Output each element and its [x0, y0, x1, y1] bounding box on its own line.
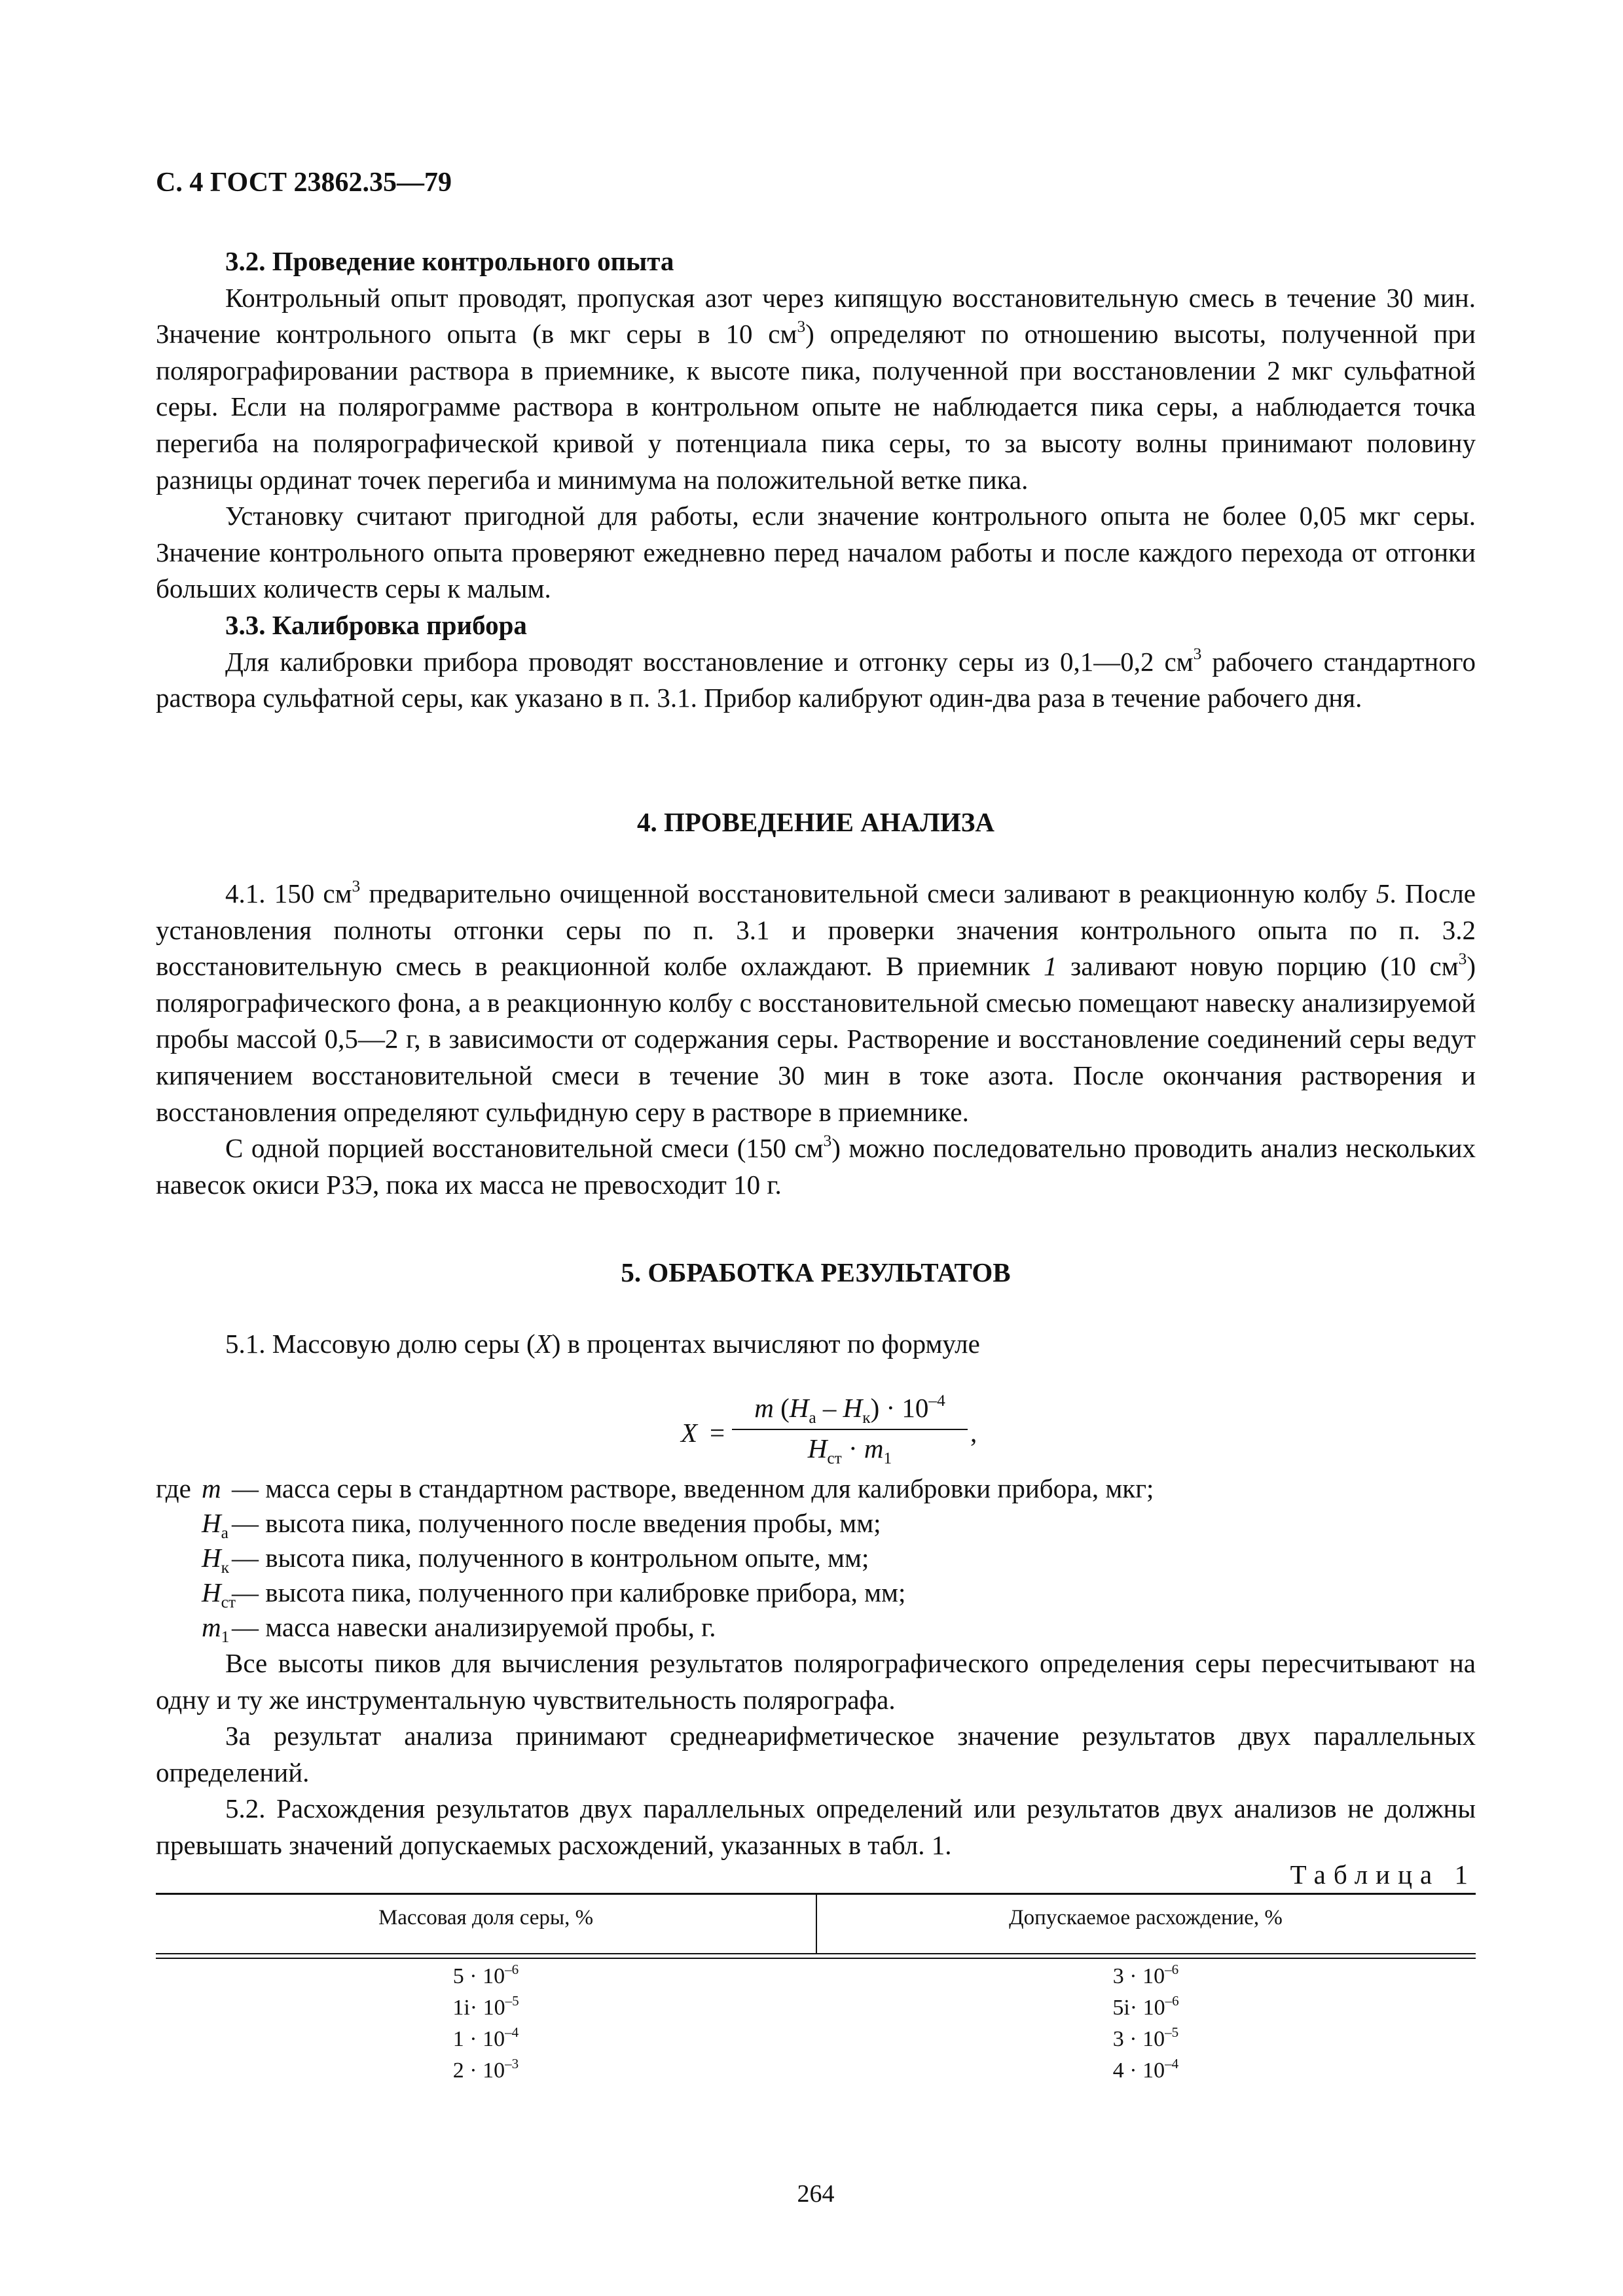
table-header-col2: Допускаемое расхождение, %	[1009, 1906, 1283, 1929]
formula-H: H	[789, 1393, 809, 1423]
mantissa: 5i· 10	[1112, 1996, 1165, 2020]
text-run: Для калибровки прибора проводят восстановление и отгонку серы из 0,1—0,2 см	[225, 646, 1194, 677]
formula-numerator	[732, 1391, 968, 1427]
formula-sub-st: ст	[827, 1449, 842, 1468]
mantissa: 4 · 10	[1112, 2058, 1165, 2083]
mantissa: 2 · 10	[452, 2058, 505, 2083]
formula-lhs: X	[681, 1418, 698, 1448]
formula-H: H	[843, 1393, 863, 1423]
table-caption: Таблица 1	[1290, 1859, 1476, 1890]
text-run: 4.1. 150 см	[225, 878, 352, 908]
formula-dot: ·	[841, 1433, 864, 1463]
where-text: — высота пика, полученного при калибровке прибора, мм;	[232, 1577, 906, 1607]
page-number: 264	[797, 2180, 835, 2208]
text-run: Контрольный опыт проводят, пропуская азот через кипящую восстановительную смесь в течение 30 мин. Значение контрольного опыта (в мкг серы в 10 см	[156, 282, 1476, 350]
text-run: рабочего стандартного раствора сульфатной серы, как указано в п. 3.1. Прибор калибруют один-два раза в течение рабочего дня.	[156, 646, 1476, 713]
text-run: С одной порцией восстановительной смеси (150 см	[225, 1133, 824, 1164]
superscript: 3	[823, 1131, 832, 1150]
mantissa: 3 · 10	[1112, 1964, 1165, 1988]
table-cell	[816, 2024, 1476, 2055]
table-col1-values	[156, 1961, 816, 2087]
formula-m: m	[754, 1393, 774, 1423]
where-list	[156, 1471, 1476, 1645]
exponent: –4	[505, 2024, 519, 2040]
where-lead: где	[156, 1473, 191, 1503]
where-text: — высота пика, полученного после введения пробы, мм;	[232, 1508, 881, 1538]
where-symbol-wrap	[202, 1541, 229, 1575]
formula-den-H: H	[807, 1433, 828, 1463]
superscript: 3	[1458, 950, 1467, 968]
formula-minus: –	[816, 1393, 843, 1423]
where-row	[156, 1541, 1476, 1575]
section-5-block	[156, 1645, 1476, 1864]
formula-den-m: m	[864, 1433, 884, 1463]
where-symbol: m	[202, 1612, 221, 1642]
section-5-1-intro	[156, 1326, 1476, 1363]
section-3-2-title: 3.2. Проведение контрольного опыта	[225, 246, 674, 276]
mantissa: 1 · 10	[452, 2027, 505, 2051]
exponent: –6	[1165, 1992, 1179, 2009]
variable-x: X	[535, 1329, 552, 1359]
section-5-1-paragraph-3: За результат анализа принимают среднеарифметическое значение результатов двух параллельных определений.	[156, 1721, 1476, 1787]
exponent: –4	[1165, 2055, 1179, 2072]
text-run: ) можно последовательно проводить анализ нескольких навесок окиси РЗЭ, пока их масса не превосходит 10 г.	[156, 1133, 1476, 1200]
text-run: 5.1. Массовую долю серы (	[225, 1329, 536, 1359]
formula-sub-k: к	[862, 1408, 871, 1427]
where-row	[156, 1471, 1476, 1506]
section-5-1-paragraph-2: Все высоты пиков для вычисления результатов полярографического определения серы пересчитывают на одну и ту же инструментальную чувствительность полярографа.	[156, 1648, 1476, 1715]
text-run: ) определяют по отношению высоты, полученной при полярографировании раствора в приемнике, к высоте пика, полученной при восстановлении 2 мкг сульфатной серы. Если на полярограмме раствора в контрольном опыте не наблюдается пика серы, а наблюдается точка перегиба на полярографической кривой у потенциала пика серы, то за высоту волны принимают половину разницы ординат точек перегиба и минимума на положительной ветке пика.	[156, 319, 1476, 495]
section-3-3-title: 3.3. Калибровка прибора	[225, 609, 527, 640]
exponent: –6	[1165, 1961, 1179, 1977]
receiver-number: 1	[1044, 951, 1057, 982]
where-text: — масса навески анализируемой пробы, г.	[232, 1612, 716, 1642]
where-text: — масса серы в стандартном растворе, введенном для калибровки прибора, мкг;	[232, 1473, 1154, 1503]
formula-equals: =	[710, 1418, 725, 1448]
text-run: . После установления полноты отгонки серы по п. 3.1 и проверки значения контрольного опыта по п. 3.2 восстановительную смесь в реакционной колбе охлаждают. В приемник	[156, 878, 1476, 982]
formula-sub-1: 1	[883, 1449, 892, 1468]
section-4-1-paragraph-2	[156, 1130, 1476, 1203]
fraction-bar	[732, 1429, 968, 1430]
section-5-title: 5. ОБРАБОТКА РЕЗУЛЬТАТОВ	[621, 1257, 1011, 1287]
table-cell	[156, 1961, 816, 1992]
text-run: ) в процентах вычисляют по формуле	[551, 1329, 980, 1359]
where-symbol: H	[202, 1543, 221, 1573]
where-subscript: а	[221, 1524, 228, 1543]
formula-exponent: –4	[928, 1391, 945, 1410]
where-symbol: m	[202, 1473, 221, 1503]
table-cell	[156, 2055, 816, 2087]
exponent: –5	[1165, 2024, 1179, 2040]
mantissa: 5 · 10	[452, 1964, 505, 1988]
superscript: 3	[352, 876, 361, 895]
section-3-2-paragraph-1	[156, 280, 1476, 499]
section-3-3-paragraph	[156, 644, 1476, 717]
table-cell	[816, 1961, 1476, 1992]
text-run: предварительно очищенной восстановительной смеси заливают в реакционную колбу	[360, 878, 1377, 908]
table-col2-values	[816, 1961, 1476, 2087]
exponent: –6	[505, 1961, 519, 1977]
formula-sub-a: а	[809, 1408, 816, 1427]
table-cell	[816, 2055, 1476, 2087]
section-4-title: 4. ПРОВЕДЕНИЕ АНАЛИЗА	[636, 807, 994, 837]
exponent: –3	[505, 2055, 519, 2072]
mantissa: 1i· 10	[452, 1996, 505, 2020]
table-header-rule-double	[156, 1958, 1476, 1959]
where-subscript: ст	[221, 1593, 236, 1612]
table-header-rule	[156, 1953, 1476, 1954]
where-symbol-wrap	[202, 1575, 236, 1610]
running-head: С. 4 ГОСТ 23862.35—79	[156, 168, 452, 198]
superscript: 3	[797, 317, 806, 336]
where-symbol-wrap	[202, 1610, 229, 1645]
where-subscript: к	[221, 1558, 229, 1577]
table-cell	[816, 1992, 1476, 2024]
flask-number: 5	[1376, 878, 1390, 908]
formula-denominator	[732, 1433, 968, 1468]
text-run: ) полярографического фона, а в реакционную колбу с восстановительной смесью помещают навеску анализируемой пробы массой 0,5—2 г, в зависимости от содержания серы. Растворение и восстановление соединений серы ведут кипячением восстановительной смеси в течение 30 мин в токе азота. После окончания растворения и восстановления определяют сульфидную серу в растворе в приемнике.	[156, 951, 1476, 1127]
table-header-col1: Массовая доля серы, %	[378, 1906, 594, 1929]
table-cell	[156, 2024, 816, 2055]
section-3-block	[156, 243, 1476, 717]
mantissa: 3 · 10	[1112, 2027, 1165, 2051]
where-row	[156, 1506, 1476, 1541]
section-4-block	[156, 876, 1476, 1203]
where-subscript: 1	[221, 1628, 230, 1647]
section-5-2-paragraph: 5.2. Расхождения результатов двух параллельных определений или результатов двух анализов не должны превышать значений допускаемых расхождений, указанных в табл. 1.	[156, 1793, 1476, 1860]
where-symbol: H	[202, 1508, 221, 1538]
superscript: 3	[1193, 645, 1202, 664]
where-row	[156, 1575, 1476, 1610]
where-symbol-wrap	[202, 1506, 228, 1541]
exponent: –5	[505, 1992, 519, 2009]
text-run: заливают новую порцию (10 см	[1057, 951, 1459, 982]
formula-open: (	[773, 1393, 790, 1423]
section-4-1-paragraph	[156, 876, 1476, 1130]
formula-close: ) · 10	[870, 1393, 929, 1423]
where-text: — высота пика, полученного в контрольном опыте, мм;	[232, 1543, 869, 1573]
where-symbol: H	[202, 1577, 221, 1607]
section-5-1-paragraph	[156, 1326, 1476, 1363]
table-cell	[156, 1992, 816, 2024]
formula-comma: ,	[970, 1418, 977, 1448]
where-row	[156, 1610, 1476, 1645]
section-3-2-paragraph-2: Установку считают пригодной для работы, если значение контрольного опыта не более 0,05 мкг серы. Значение контрольного опыта проверяют ежедневно перед началом работы и после каждого перехода от отгонки больших количеств серы к малым.	[156, 501, 1476, 604]
